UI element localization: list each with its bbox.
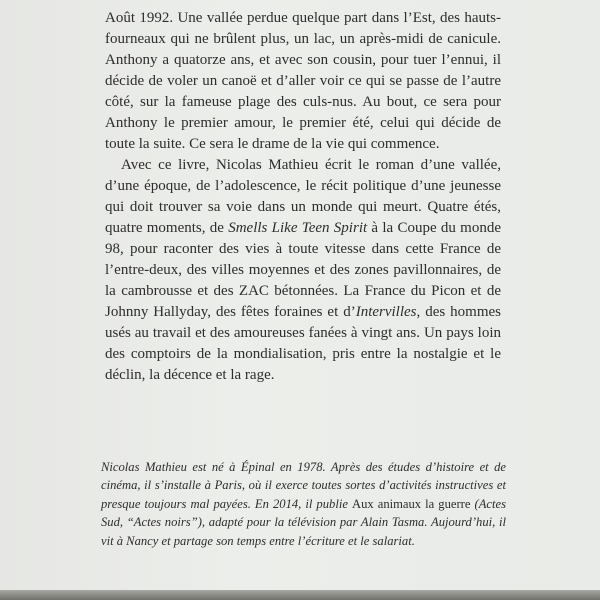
author-bio-text-b: (Actes Sud, “Actes noirs”), adapté pour la télévision par Alain Tasma. Aujourd’hui, il vit à Nancy et partage son temps entre l’écriture et le salariat. [101, 496, 506, 548]
song-title: Smells Like Teen Spirit [228, 220, 368, 236]
book-title: Aux animaux la guerre [351, 496, 471, 511]
blurb-paragraph-2-text-b: à la Coupe du monde 98, pour raconter des vies à toute vitesse dans cette France de l’entre-deux, des villes moyennes et des zones pavillonnaires, de la cambrousse et des ZAC bétonnées. La France du Picon et de Johnny Hallyday, des fêtes foraines et d’ [105, 220, 501, 320]
blurb-paragraph-1-text: Août 1992. Une vallée perdue quelque part dans l’Est, des hauts-fourneaux qui ne brûlent plus, un lac, un après-midi de canicule. Anthony a quatorze ans, et avec son cousin, pour tuer l’ennui, il décide de voler un canoë et d’aller voir ce qui se passe de l’autre côté, sur la fameuse plage des culs-nus. Au bout, ce sera pour Anthony le premier amour, le premier été, celui qui décide de toute la suite. Ce sera le drame de la vie qui commence. [105, 10, 501, 152]
author-bio [101, 458, 506, 550]
bottom-shadow [0, 590, 600, 600]
blurb-paragraph-1 [105, 8, 501, 155]
blurb-paragraph-2 [105, 155, 501, 386]
blurb-paragraph-2-text-c: , des hommes usés au travail et des amoureuses fanées à vingt ans. Un pays loin des comptoirs de la mondialisation, pris entre la nostalgie et le déclin, la décence et la rage. [105, 304, 501, 383]
author-bio-text-a: Nicolas Mathieu est né à Épinal en 1978. Après des études d’histoire et de cinéma, il s’installe à Paris, où il exerce toutes sortes d’activités instructives et presque toujours mal payées. En 2014, il publie [101, 460, 506, 511]
blurb-paragraph-2-text-a: Avec ce livre, Nicolas Mathieu écrit le roman d’une vallée, d’une époque, de l’adolescence, le récit politique d’une jeunesse qui doit trouver sa voie dans un monde qui meurt. Quatre étés, quatre moments, de [105, 157, 501, 236]
blurb-text [105, 8, 501, 386]
show-title: Intervilles [355, 304, 417, 320]
